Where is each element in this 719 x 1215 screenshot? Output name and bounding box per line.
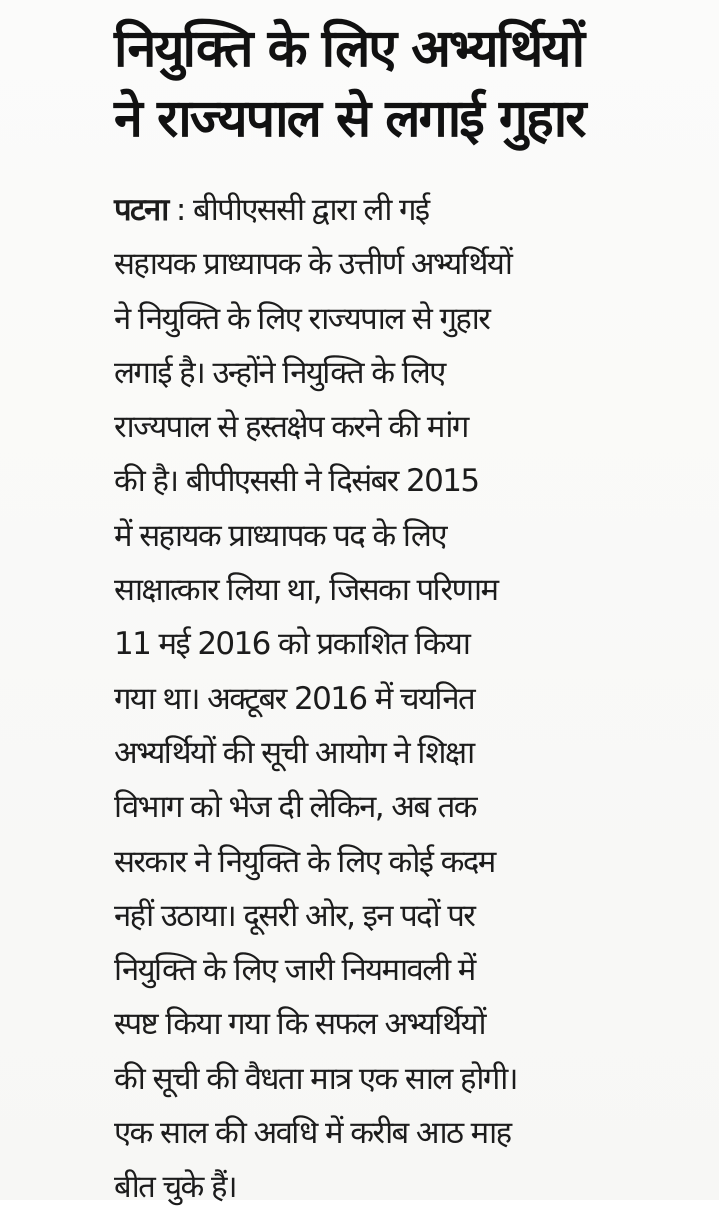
article-line-15: नियुक्ति के लिए जारी नियमावली में	[114, 952, 475, 989]
article-line-5: राज्यपाल से हस्तक्षेप करने की मांग	[114, 409, 468, 446]
article-line-7: में सहायक प्राध्यापक पद के लिए	[114, 517, 446, 554]
article-line-10: गया था। अक्टूबर 2016 में चयनित	[114, 680, 475, 717]
dateline: पटना	[114, 192, 168, 228]
article-line-19: बीत चुके हैं।	[114, 1169, 237, 1206]
headline	[114, 14, 674, 154]
article-line-12: विभाग को भेज दी लेकिन, अब तक	[114, 789, 476, 826]
article-line-4: लगाई है। उन्होंने नियुक्ति के लिए	[114, 354, 445, 391]
article-line-2: सहायक प्राध्यापक के उत्तीर्ण अभ्यर्थियों	[114, 246, 512, 283]
article-line-14: नहीं उठाया। दूसरी ओर, इन पदों पर	[114, 897, 475, 934]
article-line-9: 11 मई 2016 को प्रकाशित किया	[114, 626, 470, 663]
article-line-8: साक्षात्कार लिया था, जिसका परिणाम	[114, 572, 498, 609]
article-line-16: स्पष्ट किया गया कि सफल अभ्यर्थियों	[114, 1006, 485, 1043]
article-line-1	[114, 183, 654, 237]
article-line-3: ने नियुक्ति के लिए राज्यपाल से गुहार	[114, 300, 490, 337]
article-line-6: की है। बीपीएससी ने दिसंबर 2015	[114, 463, 479, 500]
article-line-18: एक साल की अवधि में करीब आठ माह	[114, 1115, 511, 1152]
article-line-11: अभ्यर्थियों की सूची आयोग ने शिक्षा	[114, 734, 474, 771]
article-line-13: सरकार ने नियुक्ति के लिए कोई कदम	[114, 843, 495, 880]
article-line-17: की सूची की वैधता मात्र एक साल होगी।	[114, 1060, 517, 1097]
headline-line-2: ने राज्यपाल से लगाई गुहार	[114, 89, 585, 149]
article-body	[114, 183, 654, 1215]
headline-line-1: नियुक्ति के लिए अभ्यर्थियों	[114, 19, 584, 79]
article-line-1-text: : बीपीएससी द्वारा ली गई	[167, 192, 429, 228]
